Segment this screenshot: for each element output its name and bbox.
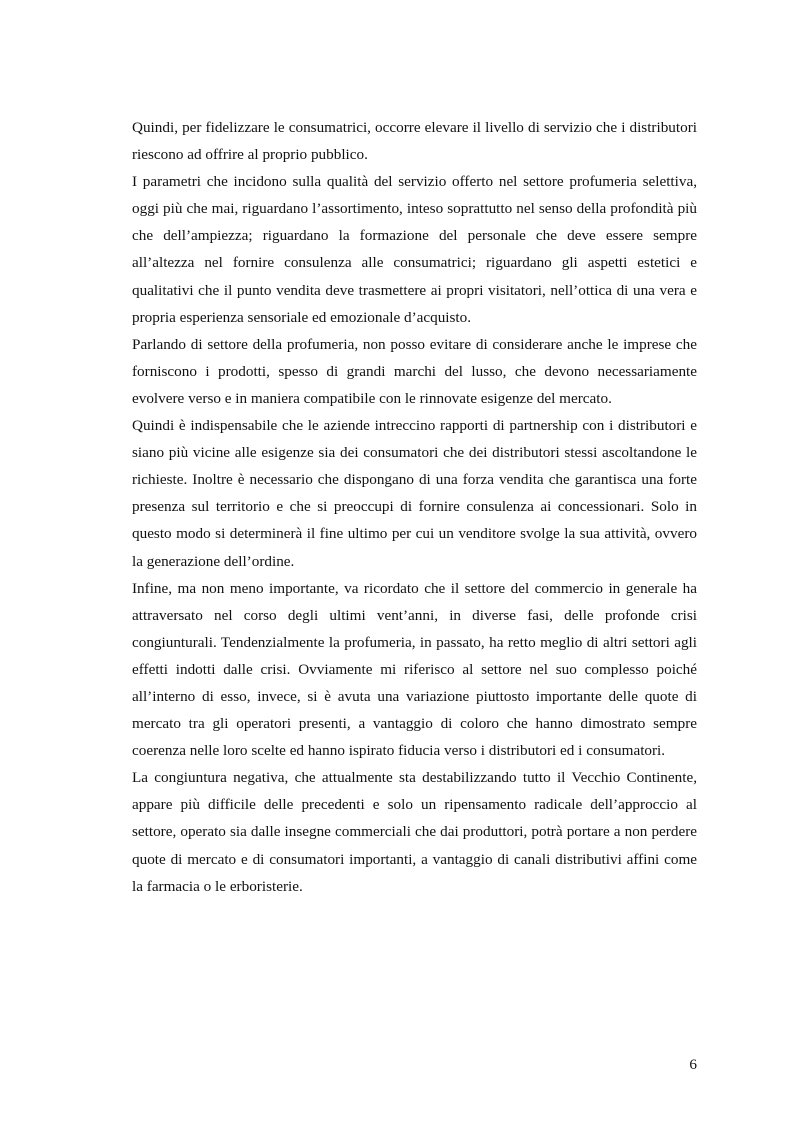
- paragraph-2: I parametri che incidono sulla qualità del servizio offerto nel settore profumeria selettiva, oggi più che mai, riguardano l’assortimento, inteso soprattutto nel senso della profondità più che dell’ampiezza; riguardano la formazione del personale che deve essere sempre all’altezza nel fornire consulenza alle consumatrici; riguardano gli aspetti estetici e qualitativi che il punto vendita deve trasmettere ai propri visitatori, nell’ottica di una vera e propria esperienza sensoriale ed emozionale d’acquisto.: [132, 173, 697, 326]
- paragraph-3: Parlando di settore della profumeria, non posso evitare di considerare anche le imprese che forniscono i prodotti, spesso di grandi marchi del lusso, che devono necessariamente evolvere verso e in maniera compatibile con le rinnovate esigenze del mercato.: [132, 335, 697, 407]
- page-body: [132, 114, 697, 900]
- paragraph-6: La congiuntura negativa, che attualmente sta destabilizzando tutto il Vecchio Continente, appare più difficile delle precedenti e solo un ripensamento radicale dell’approccio al settore, operato sia dalle insegne commerciali che dai produttori, potrà portare a non perdere quote di mercato e di consumatori importanti, a vantaggio di canali distributivi affini come la farmacia o le erboristerie.: [132, 769, 697, 895]
- paragraph-5: Infine, ma non meno importante, va ricordato che il settore del commercio in generale ha attraversato nel corso degli ultimi vent’anni, in diverse fasi, delle profonde crisi congiunturali. Tendenzialmente la profumeria, in passato, ha retto meglio di altri settori agli effetti indotti dalle crisi. Ovviamente mi riferisco al settore nel suo complesso poiché all’interno di esso, invece, si è avuta una variazione piuttosto importante delle quote di mercato tra gli operatori presenti, a vantaggio di coloro che hanno dimostrato sempre coerenza nelle loro scelte ed hanno ispirato fiducia verso i distributori ed i consumatori.: [132, 579, 697, 760]
- paragraph-4: Quindi è indispensabile che le aziende intreccino rapporti di partnership con i distributori e siano più vicine alle esigenze sia dei consumatori che dei distributori stessi ascoltandone le richieste. Inoltre è necessario che dispongano di una forza vendita che garantisca una forte presenza sul territorio e che si preoccupi di fornire consulenza ai concessionari. Solo in questo modo si determinerà il fine ultimo per cui un venditore svolge la sua attività, ovvero la generazione dell’ordine.: [132, 417, 697, 570]
- paragraph-1: Quindi, per fidelizzare le consumatrici, occorre elevare il livello di servizio che i distributori riescono ad offrire al proprio pubblico.: [132, 119, 697, 164]
- page-number: 6: [689, 1056, 697, 1073]
